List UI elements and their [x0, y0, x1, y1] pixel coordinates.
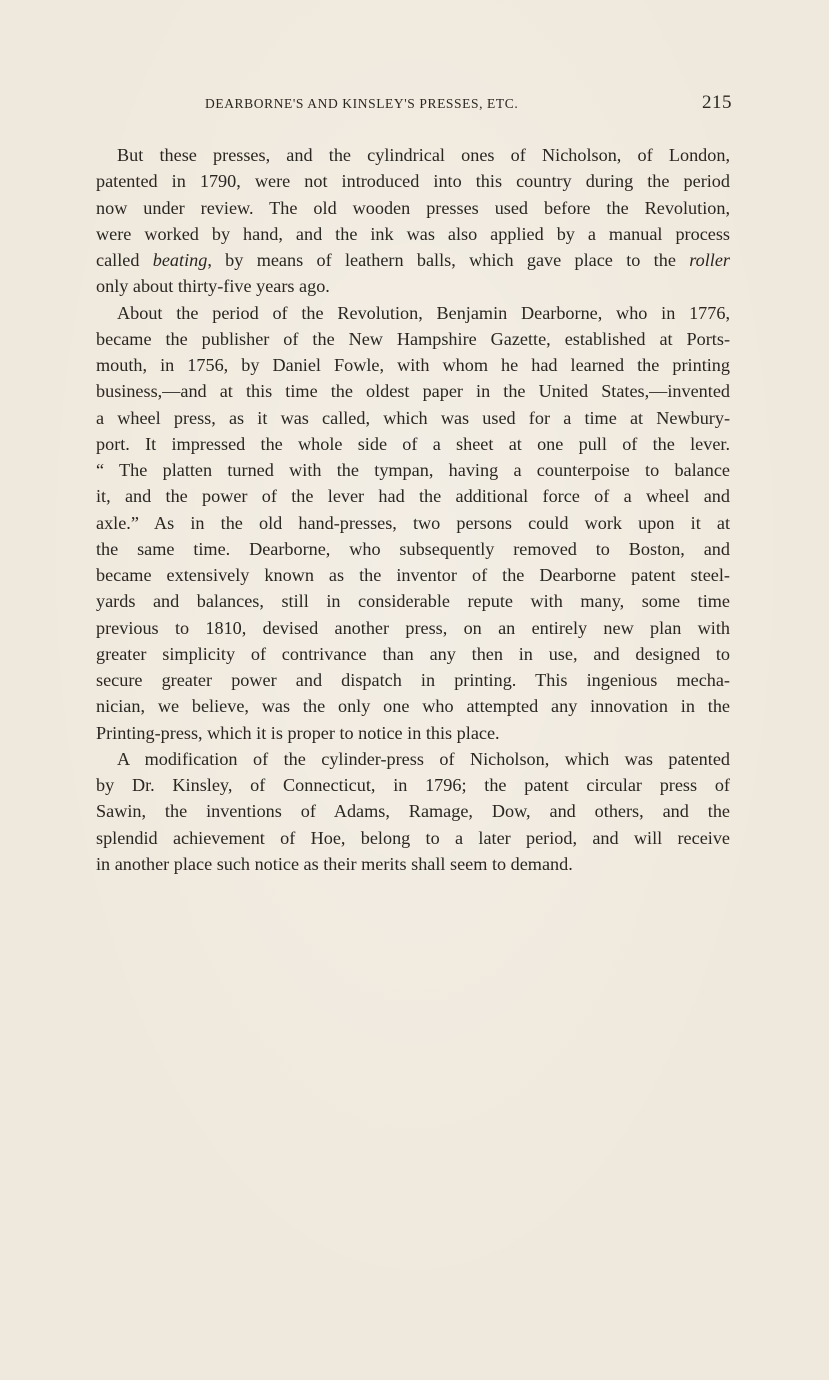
text-line: by Dr. Kinsley, of Connecticut, in 1796; the patent circular press of: [96, 775, 730, 795]
paragraph-2: [96, 300, 730, 746]
text-line: axle.” As in the old hand-presses, two persons could work upon it at: [96, 512, 730, 533]
text-line: port. It impressed the whole side of a sheet at one pull of the lever.: [96, 433, 730, 454]
text-line: But these presses, and the cylindrical ones of Nicholson, of London,: [117, 145, 730, 165]
text-line: A modification of the cylinder-press of Nicholson, which was patented: [117, 748, 730, 769]
text-fragment: , by means of leathern balls, which gave place to the: [207, 250, 690, 270]
body-text: [96, 142, 730, 877]
paragraph-1: [96, 142, 730, 300]
text-line: it, and the power of the lever had the additional force of a wheel and: [96, 486, 730, 507]
text-line: mouth, in 1756, by Daniel Fowle, with whom he had learned the printing: [96, 355, 730, 375]
text-line: became extensively known as the inventor of the Dearborne patent steel-: [96, 565, 730, 585]
text-line: previous to 1810, devised another press, on an entirely new plan with: [96, 617, 730, 638]
text-line: nician, we believe, was the only one who attempted any innovation in the: [96, 696, 730, 717]
text-line: business,—and at this time the oldest paper in the United States,—invented: [96, 381, 730, 402]
text-line: the same time. Dearborne, who subsequently removed to Boston, and: [96, 538, 730, 559]
text-line: Printing-press, which it is proper to notice in this place.: [96, 722, 500, 743]
text-line: a wheel press, as it was called, which was used for a time at Newbury-: [96, 407, 730, 428]
text-line: now under review. The old wooden presses used before the Revolution,: [96, 197, 730, 218]
page-number: 215: [702, 92, 732, 113]
text-line: in another place such notice as their merits shall seem to demand.: [96, 853, 573, 874]
paragraph-3: [96, 746, 730, 877]
text-line: About the period of the Revolution, Benjamin Dearborne, who in 1776,: [117, 302, 730, 323]
text-line: greater simplicity of contrivance than any then in use, and designed to: [96, 643, 730, 664]
text-line: became the publisher of the New Hampshire Gazette, established at Ports-: [96, 328, 730, 349]
text-line: splendid achievement of Hoe, belong to a later period, and will receive: [96, 827, 730, 848]
text-line-with-italics: [96, 247, 730, 273]
text-fragment: called: [96, 250, 153, 270]
text-line: “ The platten turned with the tympan, having a counterpoise to balance: [96, 460, 730, 480]
text-line: were worked by hand, and the ink was also applied by a manual process: [96, 223, 730, 244]
text-line: secure greater power and dispatch in printing. This ingenious mecha-: [96, 670, 730, 690]
page-header: [96, 92, 732, 120]
italic-word-beating: beating: [152, 250, 208, 270]
text-line: only about thirty-five years ago.: [96, 276, 330, 297]
text-line: yards and balances, still in considerable repute with many, some time: [96, 591, 730, 612]
text-line: patented in 1790, were not introduced into this country during the period: [96, 171, 730, 192]
italic-word-roller: roller: [689, 250, 730, 270]
running-title: DEARBORNE'S AND KINSLEY'S PRESSES, ETC.: [205, 96, 519, 111]
text-line: Sawin, the inventions of Adams, Ramage, Dow, and others, and the: [96, 801, 730, 822]
